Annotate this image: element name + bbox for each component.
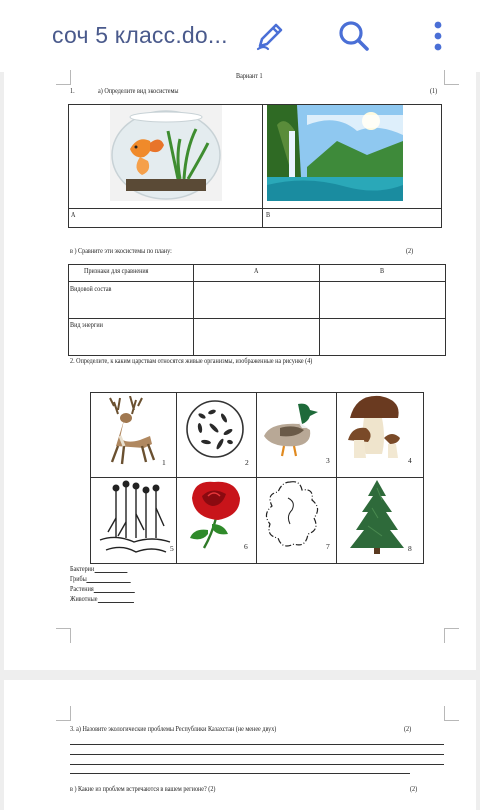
comparison-header-criteria: Признаки для сравнения [84,266,149,275]
document-page-2[interactable] [4,680,476,810]
mold-image [96,478,174,558]
deer-image [96,396,160,466]
edit-icon[interactable] [252,18,288,54]
app-bar [0,0,480,72]
comparison-row-species: Видовой состав [70,284,112,293]
margin-mark [56,628,71,643]
table-divider [68,208,442,209]
table-divider [262,104,263,228]
q3b-text: в ) Какие из проблем встречаются в вашем регионе? (2) [70,784,216,793]
document-page-1[interactable] [4,72,476,670]
mushroom-image [346,394,404,462]
bacteria-image [184,398,246,460]
q1a-points: (1) [430,86,438,95]
table-divider [68,281,446,282]
document-title[interactable]: соч 5 класс.do... [52,22,228,48]
table-divider [193,264,194,356]
more-vert-icon[interactable] [420,18,456,54]
margin-mark [444,70,459,85]
answer-line[interactable] [70,773,410,774]
grid-divider [256,392,257,564]
answer-fungi: Грибы [70,574,131,583]
q1b-text: в ) Сравните эти экосистемы по плану: [70,246,172,255]
organism-number-7: 7 [326,542,330,551]
margin-mark [56,70,71,85]
answer-line[interactable] [70,754,444,755]
answer-bacteria: Бактерии [70,564,127,573]
q2-text: 2. Определите, к каким царствам относятся живые организмы, изображенные на рисунке (4) [70,356,313,365]
q3a-text: 3. а) Назовите экологические проблемы Республики Казахстан (не менее двух) [70,724,277,733]
organism-number-5: 5 [170,544,174,553]
q3a-points: (2) [404,724,412,733]
comparison-row-energy: Вид энергии [70,320,103,329]
answer-animals: Животные [70,594,134,603]
grid-divider [176,392,177,564]
organism-number-1: 1 [162,458,166,467]
label-a: A [71,210,76,219]
answer-plants: Растения [70,584,135,593]
fir-tree-image [348,478,406,556]
margin-mark [444,706,459,721]
variant-heading: Вариант 1 [236,71,263,80]
comparison-header-b: B [380,266,385,275]
rose-image [182,478,250,550]
comparison-table [68,264,446,356]
aquarium-image [110,105,222,201]
search-icon[interactable] [336,18,372,54]
organism-number-8: 8 [408,544,412,553]
answer-line[interactable] [70,744,444,745]
grid-divider [336,392,337,564]
organism-number-2: 2 [245,458,249,467]
margin-mark [56,706,71,721]
table-divider [68,318,446,319]
duck-image [260,398,326,462]
organism-number-6: 6 [244,542,248,551]
q3b-points: (2) [410,784,418,793]
q1b-points: (2) [406,246,414,255]
comparison-header-a: A [254,266,259,275]
organism-number-3: 3 [326,456,330,465]
waterfall-image [267,105,403,201]
margin-mark [444,628,459,643]
organism-number-4: 4 [408,456,412,465]
amoeba-image [260,478,326,554]
q1a-text: а) Определите вид экосистемы [98,86,179,95]
label-b: B [266,210,271,219]
table-divider [319,264,320,356]
q1-number: 1. [70,86,75,95]
answer-line[interactable] [70,764,444,765]
